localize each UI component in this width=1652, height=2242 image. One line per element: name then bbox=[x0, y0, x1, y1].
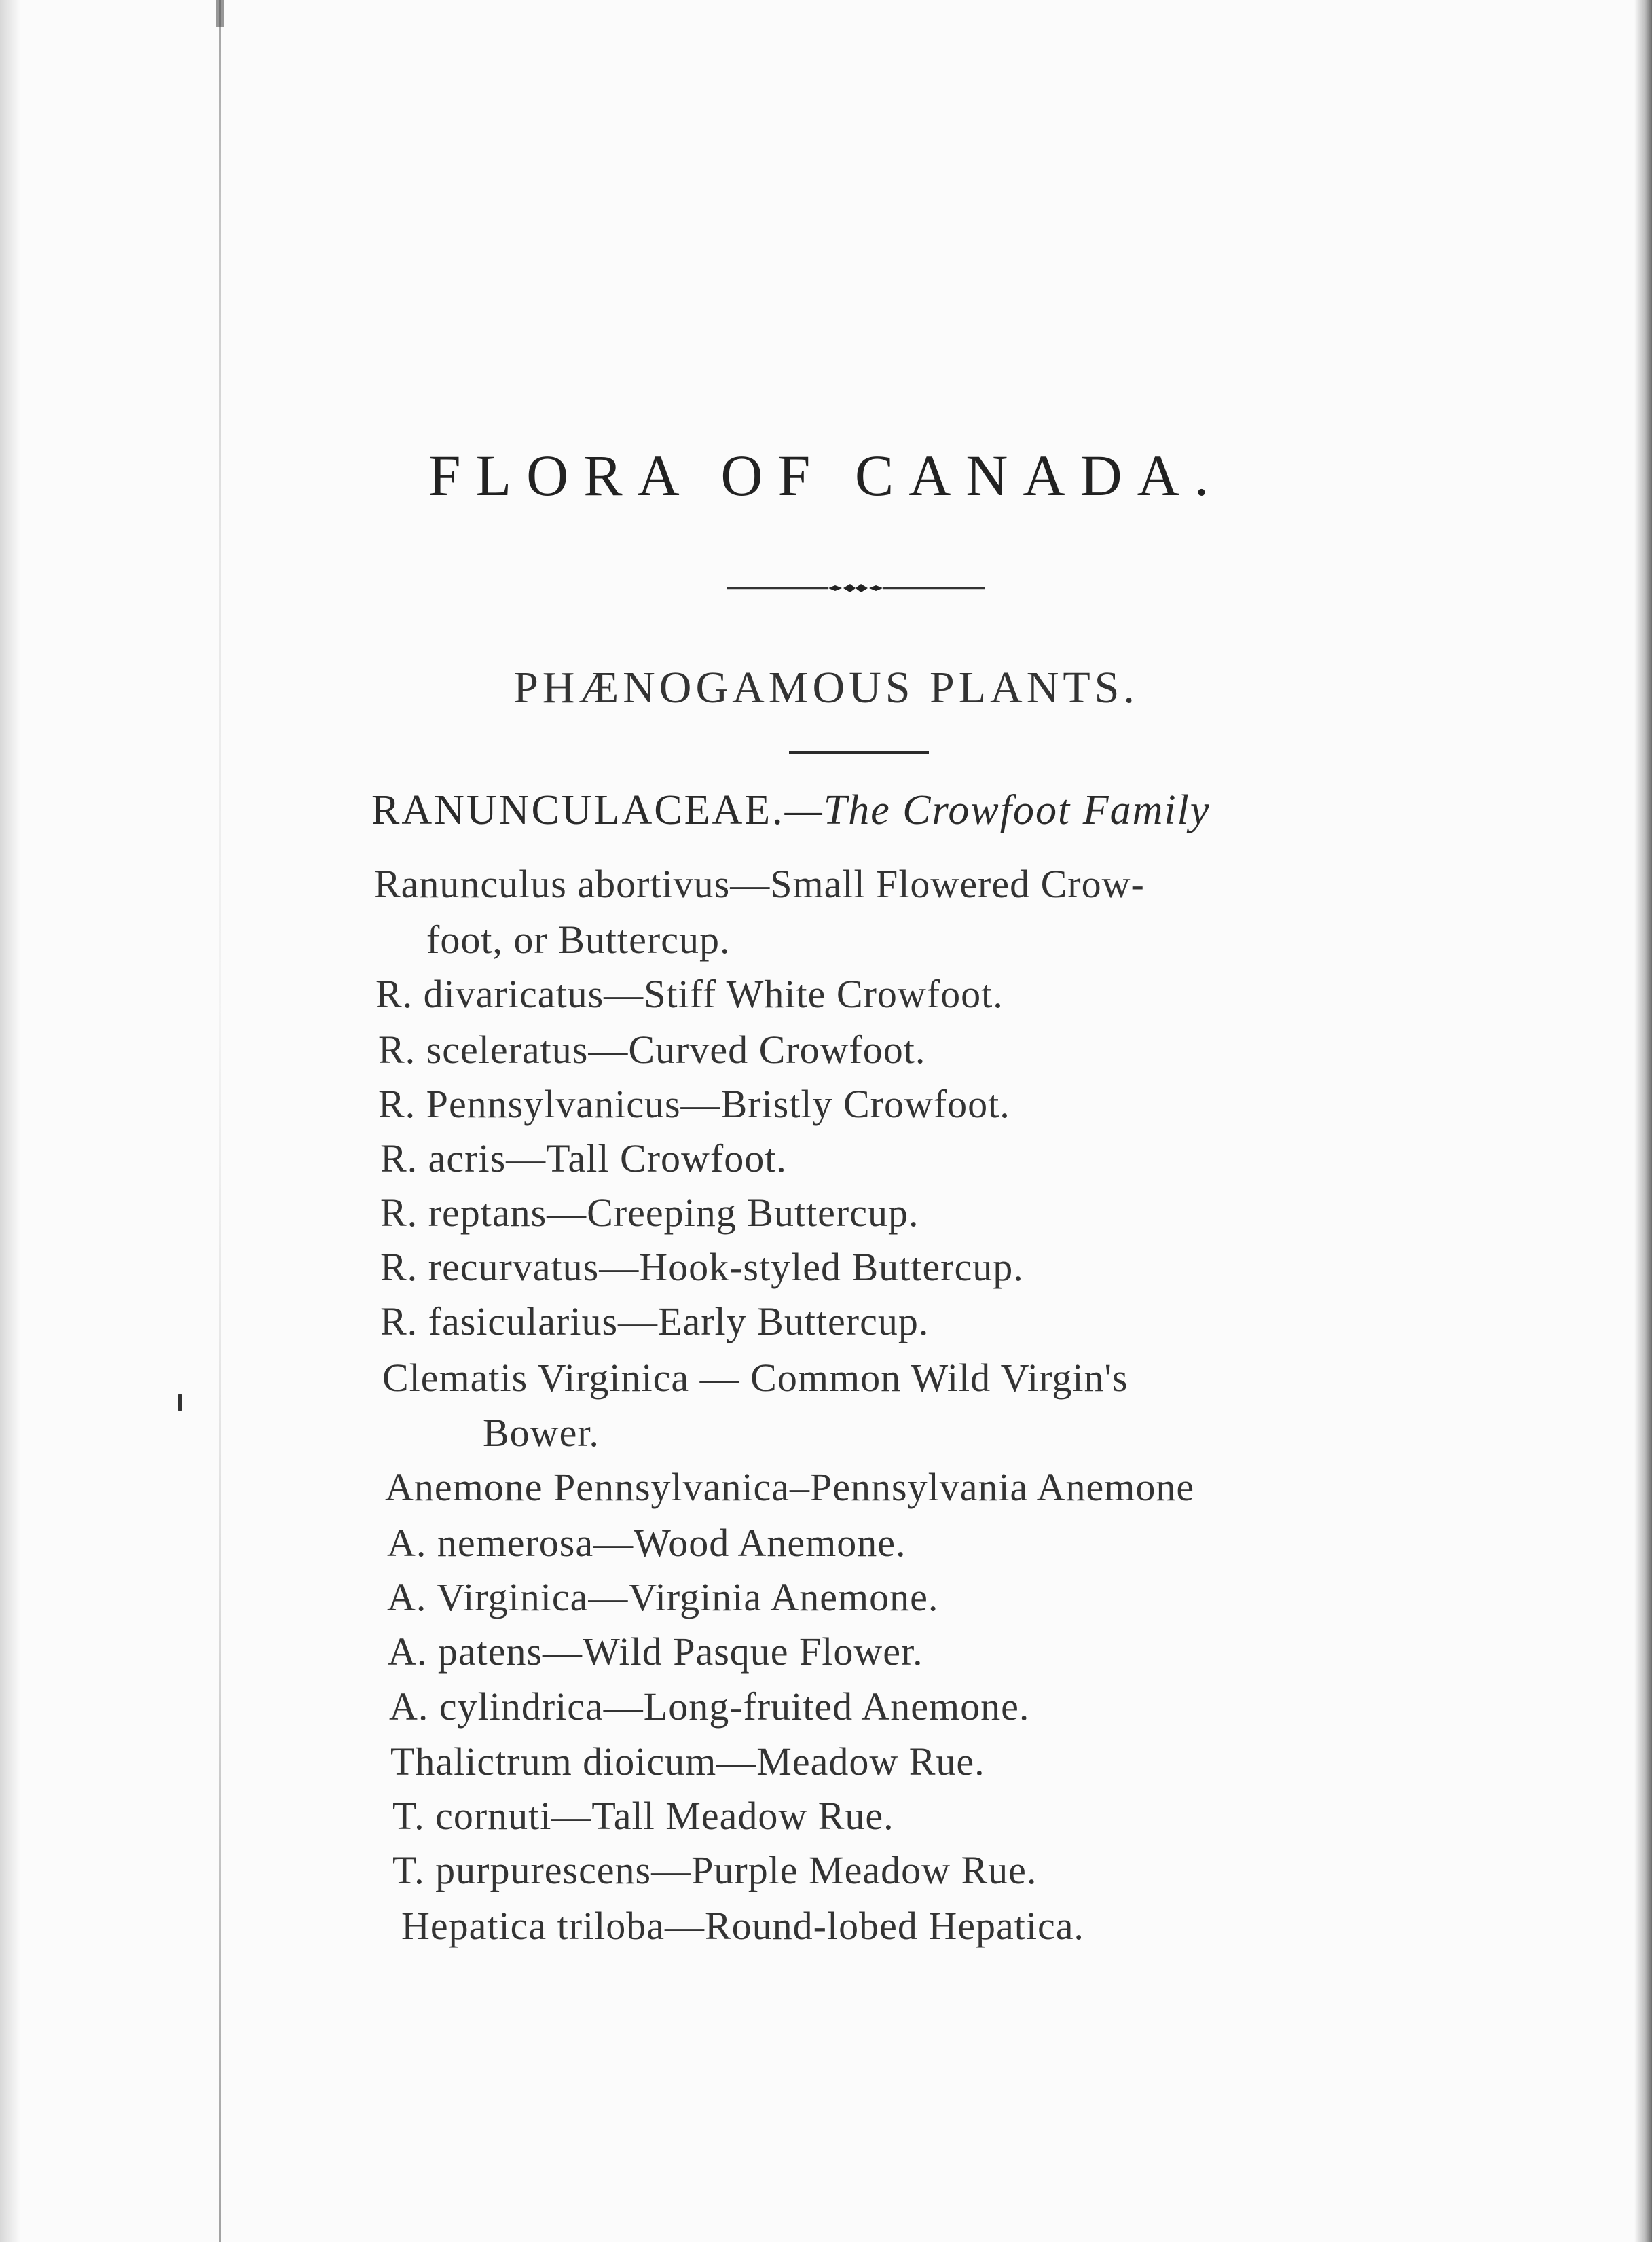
list-item: R. reptans—Creeping Buttercup. bbox=[380, 1191, 919, 1235]
list-item: R. divaricatus—Stiff White Crowfoot. bbox=[375, 972, 1004, 1016]
scan-edge-right bbox=[1634, 0, 1652, 2242]
scan-edge-left bbox=[0, 0, 20, 2242]
list-item: R. Pennsylvanicus—Bristly Crowfoot. bbox=[378, 1082, 1010, 1126]
list-item: Bower. bbox=[483, 1411, 600, 1455]
list-item: A. nemerosa—Wood Anemone. bbox=[387, 1521, 906, 1565]
list-item: R. fasicularius—Early Buttercup. bbox=[380, 1299, 930, 1343]
list-item: Thalictrum dioicum—Meadow Rue. bbox=[390, 1739, 985, 1784]
heading-rule bbox=[789, 751, 929, 754]
ornament-divider bbox=[727, 583, 985, 594]
margin-mark bbox=[178, 1394, 182, 1411]
list-item: A. Virginica—Virginia Anemone. bbox=[387, 1575, 939, 1619]
family-heading bbox=[371, 786, 1210, 835]
gutter-shadow bbox=[219, 0, 221, 2242]
list-item: R. recurvatus—Hook-styled Buttercup. bbox=[380, 1245, 1024, 1289]
list-item: foot, or Buttercup. bbox=[426, 918, 731, 962]
list-item: Clematis Virginica — Common Wild Virgin's bbox=[382, 1356, 1128, 1400]
list-item: Anemone Pennsylvanica–Pennsylvania Anemone bbox=[385, 1465, 1195, 1509]
list-item: T. cornuti—Tall Meadow Rue. bbox=[392, 1794, 894, 1838]
list-item: Ranunculus abortivus—Small Flowered Crow- bbox=[374, 862, 1145, 906]
list-item: A. cylindrica—Long-fruited Anemone. bbox=[389, 1684, 1030, 1729]
list-item: T. purpurescens—Purple Meadow Rue. bbox=[392, 1848, 1038, 1892]
list-item: R. sceleratus—Curved Crowfoot. bbox=[378, 1028, 926, 1072]
section-heading: PHÆNOGAMOUS PLANTS. bbox=[513, 663, 1139, 712]
list-item: Hepatica triloba—Round-lobed Hepatica. bbox=[401, 1904, 1084, 1948]
family-common-name: —The Crowfoot Family bbox=[784, 787, 1211, 833]
scan-mark bbox=[216, 0, 224, 27]
page-title: FLORA OF CANADA. bbox=[428, 443, 1224, 508]
list-item: A. patens—Wild Pasque Flower. bbox=[388, 1629, 923, 1674]
family-name: RANUNCULACEAE. bbox=[371, 787, 785, 833]
list-item: R. acris—Tall Crowfoot. bbox=[380, 1136, 787, 1180]
